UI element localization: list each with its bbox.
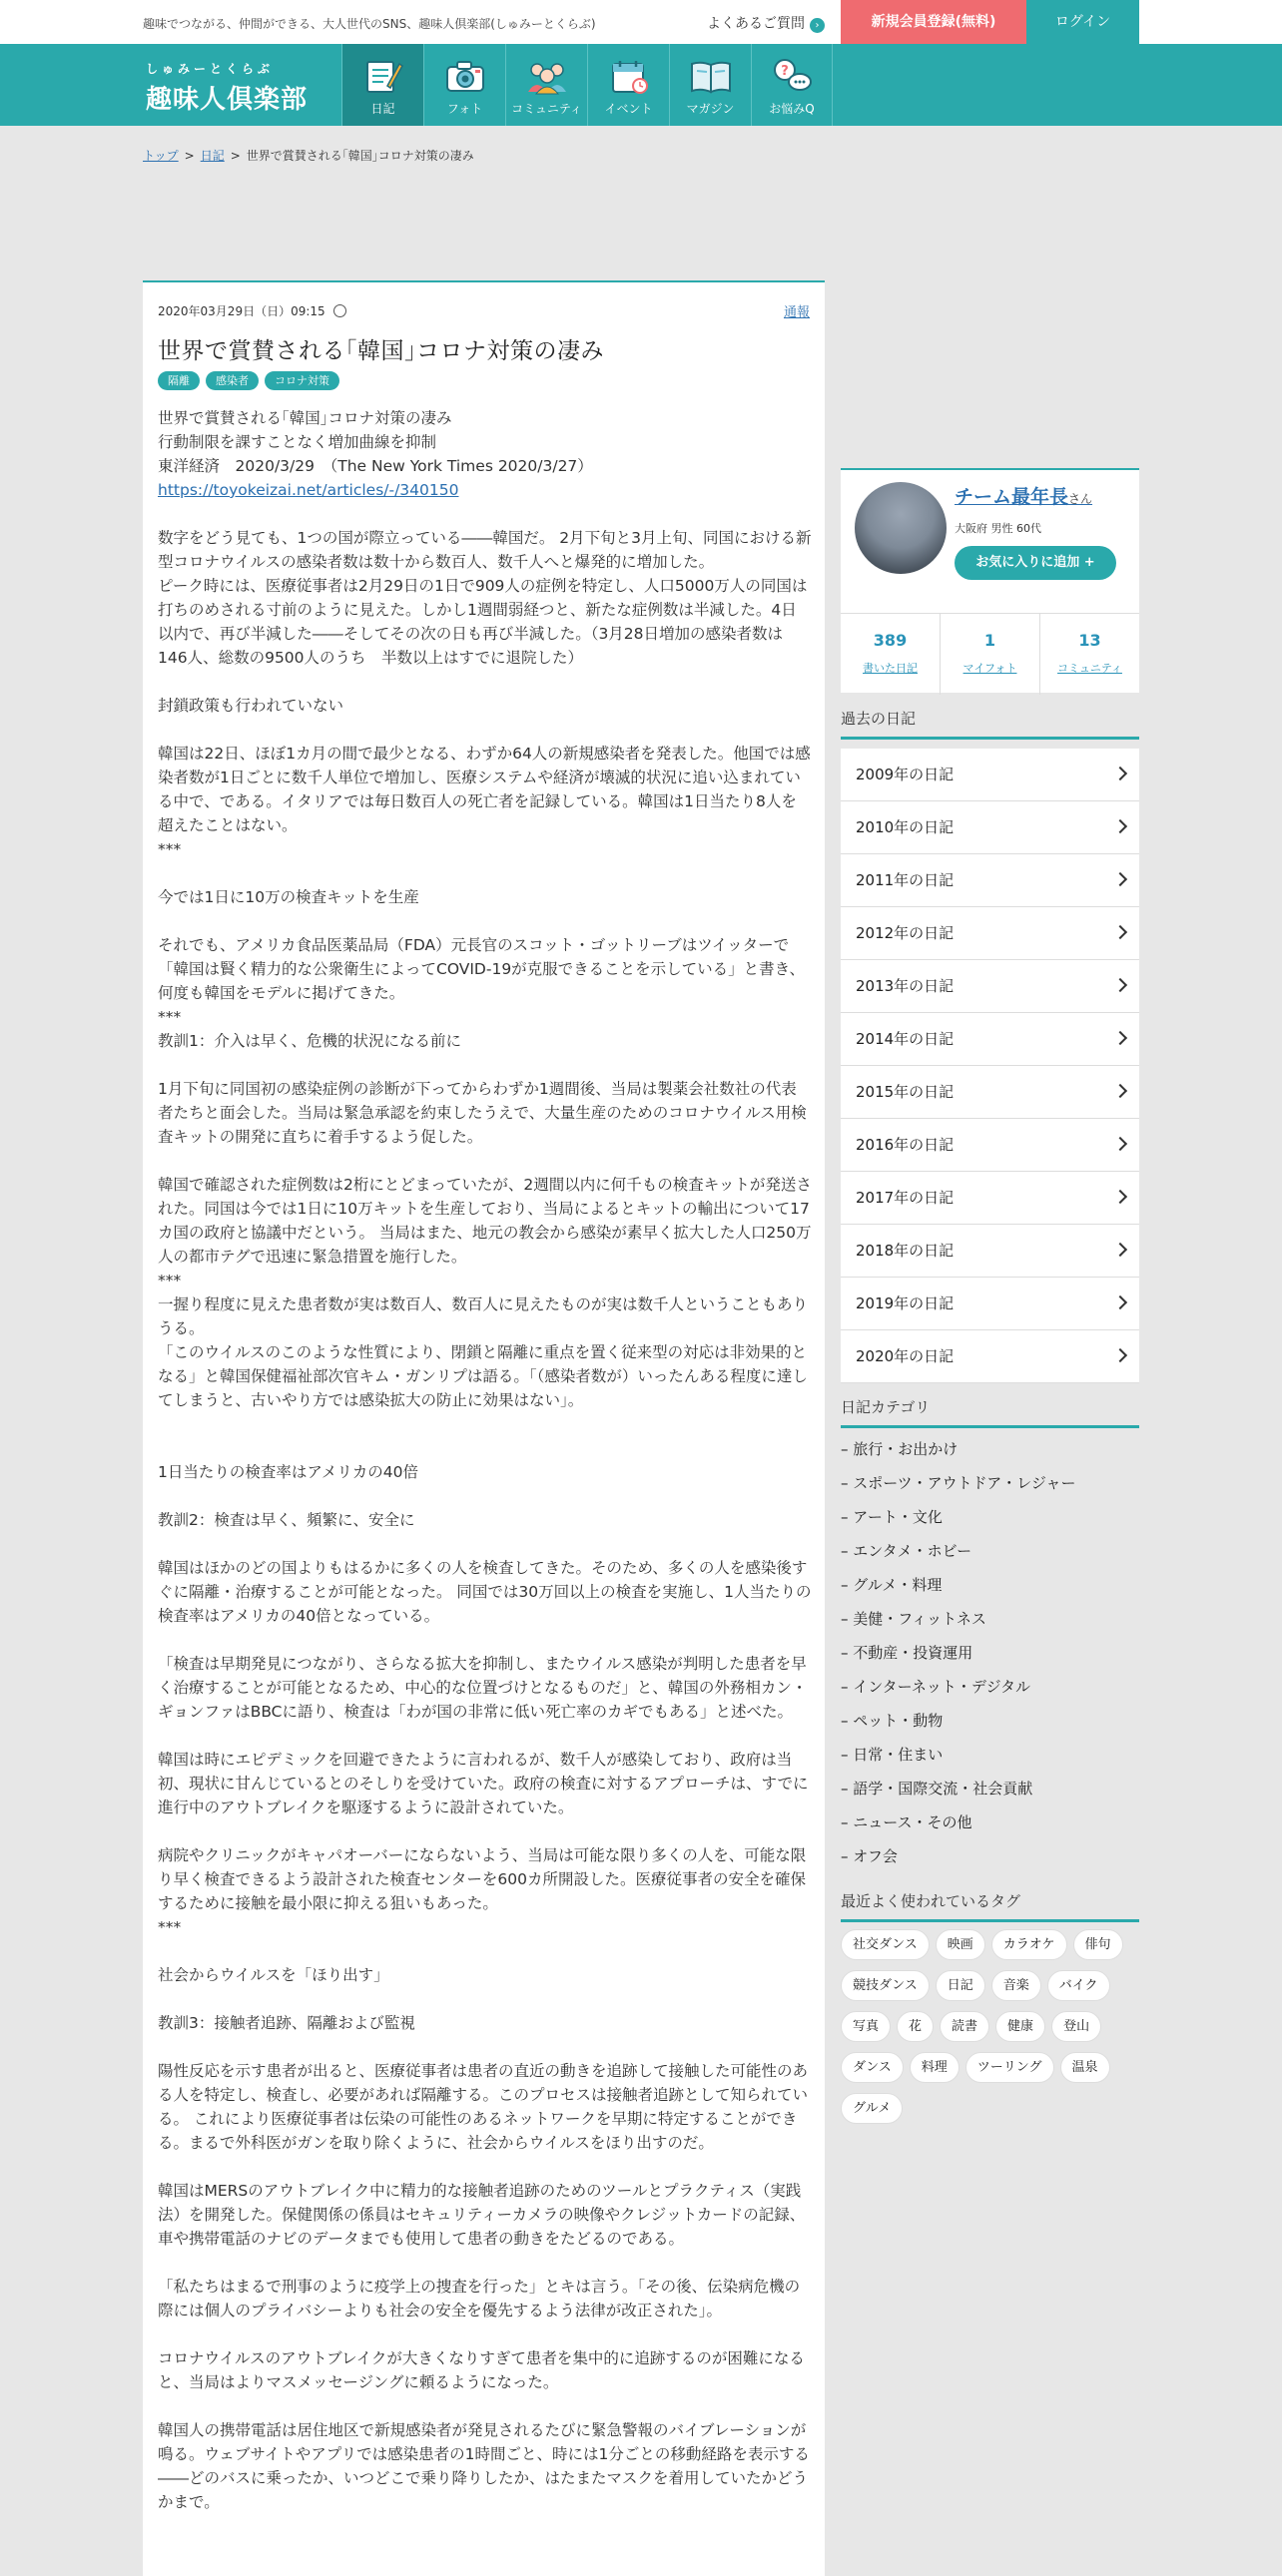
article-paragraph: [158, 1532, 812, 1556]
breadcrumb-home-link[interactable]: トップ: [143, 149, 179, 163]
nav-label-photo: フォト: [446, 102, 483, 116]
category-item[interactable]: [841, 1602, 1139, 1636]
breadcrumb-current: 世界で賞賛される｢韓国｣コロナ対策の凄み: [246, 149, 474, 163]
category-label[interactable]: アート・文化: [853, 1508, 943, 1526]
article-paragraph: 病院やクリニックがキャパオーバーにならないよう、当局は可能な限り多くの人を、可能な限り早く検査できるよう設計された検査センターを600カ所開設した。医療従事者の安全を確保するために接触を最小限に抑える狙いもあった。: [158, 1846, 807, 1912]
category-dash: –: [841, 1610, 854, 1628]
category-list: [841, 1432, 1139, 1873]
category-dash: –: [841, 1746, 854, 1764]
tag-chip[interactable]: 競技ダンス: [841, 1970, 930, 2001]
register-button[interactable]: 新規会員登録(無料): [841, 0, 1026, 44]
article-intro-line: 行動制限を課すことなく増加曲線を抑制: [158, 433, 437, 451]
tag-chip[interactable]: グルメ: [841, 2093, 903, 2124]
article-paragraph: 「このウイルスのこのような性質により、閉鎖と隔離に重点を置く従来型の対応は非効果的となる」と韓国保健福祉部次官キム・ガンリプは語る。「（感染者数が）いったんある程度に達してしまうと、古いやり方では感染拡大の防止に効果はない」。: [158, 1343, 808, 1409]
chevron-right-icon: [1113, 872, 1127, 886]
diary-icon: [361, 56, 405, 96]
tag-chip[interactable]: カラオケ: [991, 1929, 1067, 1960]
past-diary-item[interactable]: [841, 1330, 1139, 1383]
tag-chip[interactable]: 音楽: [991, 1970, 1041, 2001]
article-paragraph: [158, 861, 812, 885]
chevron-right-icon: [1113, 1243, 1127, 1257]
past-diary-item[interactable]: [841, 749, 1139, 801]
breadcrumb-separator: >: [230, 149, 241, 163]
article-paragraph: 韓国はMERSのアウトブレイク中に精力的な接触者追跡のためのツールとプラクティス（実践法）を開発した。保健関係の係員はセキュリティーカメラの映像やクレジットカードの記録、車や携帯電話のナビのデータまでも使用して患者の動きをたどるのである。: [158, 2182, 806, 2248]
category-item[interactable]: [841, 1738, 1139, 1772]
tag-chip[interactable]: 日記: [936, 1970, 985, 2001]
nav-label-question: お悩みQ: [769, 102, 815, 116]
past-diary-label: 2016年の日記: [856, 1136, 955, 1154]
past-diary-label: 2014年の日記: [856, 1030, 955, 1048]
chevron-right-icon: [1113, 1295, 1127, 1309]
article-paragraph: [158, 1149, 812, 1173]
article-paragraph: [158, 1412, 812, 1436]
article-paragraph: ***: [158, 1272, 182, 1289]
site-tagline: 趣味でつながる、仲間ができる、大人世代のSNS、趣味人倶楽部(しゅみーとくらぶ): [143, 17, 596, 31]
stat-communities[interactable]: [1040, 614, 1139, 695]
chevron-right-icon: [1113, 1348, 1127, 1362]
article-paragraphs: [158, 502, 812, 2514]
faq-label[interactable]: よくあるご質問: [707, 16, 805, 32]
category-dash: –: [841, 1780, 854, 1798]
category-dash: –: [841, 1712, 854, 1730]
article-paragraph: 韓国は22日、ほぼ1カ月の間で最少となる、わずか64人の新規感染者を発表した。他国では感染者数が1日ごとに数千人単位で増加し、医療システムや経済が壊滅的状況に追い込まれている中で、である。イタリアでは毎日数百人の死亡者を記録している。韓国は1日当たり8人を超えたことはない。: [158, 745, 811, 834]
article-paragraph: 今では1日に10万の検査キットを生産: [158, 888, 419, 906]
chevron-right-icon: [1113, 1084, 1127, 1098]
post-date: [158, 302, 346, 319]
stat-label[interactable]: 書いた日記: [863, 662, 918, 675]
breadcrumb-separator: >: [184, 149, 195, 163]
breadcrumb-diary-link[interactable]: 日記: [200, 149, 225, 163]
category-item[interactable]: [841, 1670, 1139, 1704]
report-link[interactable]: 通報: [783, 305, 810, 320]
stat-number: 13: [1078, 631, 1101, 650]
article-paragraph: 封鎖政策も行われていない: [158, 697, 344, 715]
categories-heading: 日記カテゴリ: [841, 1396, 1139, 1428]
article-paragraph: [158, 909, 812, 933]
category-label[interactable]: インターネット・デジタル: [853, 1678, 1031, 1696]
article-body: [158, 406, 812, 2514]
article-paragraph: 教訓3：接触者追跡、隔離および監視: [158, 2014, 415, 2032]
category-item[interactable]: [841, 1568, 1139, 1602]
article-paragraph: [158, 1484, 812, 1508]
tag-chip[interactable]: 写真: [841, 2011, 891, 2042]
past-diary-label: 2018年の日記: [856, 1242, 955, 1260]
diary-article: [143, 280, 825, 2576]
magazine-icon: [689, 56, 733, 96]
category-dash: –: [841, 1576, 854, 1594]
article-paragraph: [158, 502, 812, 526]
arrow-right-icon: ›: [810, 18, 825, 33]
article-paragraph: 韓国人の携帯電話は居住地区で新規感染者が発見されるたびに緊急警報のバイブレーションが鳴る。ウェブサイトやアプリでは感染患者の1時間ごと、時には1分ごとの移動経路を表示する――どのバスに乗ったか、いつどこで乗り降りしたか、はたまたマスクを着用していたかどうかまで。: [158, 2421, 810, 2511]
category-label[interactable]: 美健・フィットネス: [853, 1610, 986, 1628]
past-diary-label: 2010年の日記: [856, 818, 955, 836]
category-label[interactable]: グルメ・料理: [853, 1576, 943, 1594]
past-diary-item[interactable]: [841, 960, 1139, 1013]
past-diary-item[interactable]: [841, 1278, 1139, 1330]
article-paragraph: [158, 1436, 812, 1460]
site-header: [0, 44, 1282, 126]
past-diary-label: 2013年の日記: [856, 977, 955, 995]
add-favorite-button[interactable]: お気に入りに追加 +: [955, 546, 1116, 580]
stat-diaries[interactable]: [841, 614, 941, 695]
faq-link[interactable]: [707, 13, 825, 33]
nav-item-diary[interactable]: [341, 44, 423, 126]
breadcrumb: [143, 147, 474, 164]
logo-ruby: しゅみーとくらぶ: [146, 62, 275, 76]
article-paragraph: [158, 1819, 812, 1843]
nav-label-event: イベント: [604, 102, 653, 116]
category-dash: –: [841, 1542, 854, 1560]
chevron-right-icon: [1113, 925, 1127, 939]
tag-chip[interactable]: 俳句: [1073, 1929, 1123, 1960]
article-paragraph: 「検査は早期発見につながり、さらなる拡大を抑制し、またウイルス感染が判明した患者を早く治療することが可能となるため、中心的な位置づけとなるものだ」と、韓国の外務相カン・ギョンファはBBCに語り、検査は「わが国の非常に低い死亡率のカギでもある」と述べた。: [158, 1655, 808, 1721]
article-paragraph: 陽性反応を示す患者が出ると、医療従事者は患者の直近の動きを追跡して接触した可能性のある人を特定し、検査し、必要があれば隔離する。このプロセスは接触者追跡として知られている。 これにより医療従事者は伝染の可能性のあるネットワークを早期に特定することができる。まるで外科医がガンを取り除くように、社会からウイルスをほり出すのだ。: [158, 2062, 809, 2152]
question-icon: [770, 56, 814, 96]
profile-honorific: さん: [1068, 492, 1093, 506]
tag-chip[interactable]: 読書: [940, 2011, 989, 2042]
tag-chip[interactable]: ツーリング: [965, 2052, 1054, 2083]
chevron-right-icon: [1113, 819, 1127, 833]
past-diary-item[interactable]: [841, 1119, 1139, 1172]
popular-tags-heading: 最近よく使われているタグ: [841, 1890, 1139, 1922]
profile-name[interactable]: [955, 482, 1092, 509]
category-label[interactable]: スポーツ・アウトドア・レジャー: [853, 1474, 1076, 1492]
category-item[interactable]: [841, 1534, 1139, 1568]
profile-stats: [841, 613, 1139, 695]
past-diary-item[interactable]: [841, 801, 1139, 854]
category-dash: –: [841, 1847, 854, 1865]
article-paragraph: 韓国はほかのどの国よりもはるかに多くの人を検査してきた。そのため、多くの人を感染後すぐに隔離・治療することが可能となった。 同国では30万回以上の検査を実施し、1人当たりの検査率はアメリカの40倍となっている。: [158, 1559, 812, 1625]
category-label[interactable]: エンタメ・ホビー: [853, 1542, 972, 1560]
site-logo[interactable]: [146, 60, 308, 116]
article-paragraph: 一握り程度に見えた患者数が実は数百人、数百人に見えたものが実は数千人ということもありうる。: [158, 1295, 809, 1337]
sidebar: [841, 468, 1139, 2116]
article-paragraph: 教訓1：介入は早く、危機的状況になる前に: [158, 1032, 462, 1050]
article-paragraph: [158, 1987, 812, 2011]
stat-photos[interactable]: [941, 614, 1040, 695]
category-dash: –: [841, 1813, 854, 1831]
category-dash: –: [841, 1508, 854, 1526]
avatar[interactable]: [855, 482, 947, 574]
category-dash: –: [841, 1644, 854, 1662]
post-date-text: 2020年03月29日（日）09:15: [158, 304, 325, 318]
category-label[interactable]: ニュース・その他: [853, 1813, 972, 1831]
past-diary-item[interactable]: [841, 1066, 1139, 1119]
past-diaries-heading: 過去の日記: [841, 708, 1139, 740]
article-tag[interactable]: 隔離: [158, 371, 200, 390]
category-item[interactable]: [841, 1839, 1139, 1873]
article-intro-line: 世界で賞賛される｢韓国｣コロナ対策の凄み: [158, 409, 452, 427]
article-paragraph: それでも、アメリカ食品医薬品局（FDA）元長官のスコット・ゴットリーブはツイッターで「韓国は賢く精力的な公衆衛生によってCOVID-19が克服できることを示している」と書き、何度も韓国をモデルに掲げてきた。: [158, 936, 806, 1002]
login-button[interactable]: ログイン: [1026, 0, 1139, 44]
article-paragraph: 数字をどう見ても、1つの国が際立っている――韓国だ。 2月下旬と3月上旬、同国における新型コロナウイルスの感染者数は数十から数百人、数千人へと爆発的に増加した。: [158, 529, 812, 571]
article-paragraph: 1月下旬に同国初の感染症例の診断が下ってからわずか1週間後、当局は製薬会社数社の代表者たちと面会した。当局は緊急承認を約束したうえで、大量生産のためのコロナウイルス用検査キットの開発に直ちに着手するよう促した。: [158, 1080, 807, 1146]
past-diary-item[interactable]: [841, 907, 1139, 960]
past-diary-item[interactable]: [841, 1172, 1139, 1225]
article-title: 世界で賞賛される｢韓国｣コロナ対策の凄み: [158, 338, 604, 364]
category-label[interactable]: 旅行・お出かけ: [853, 1440, 959, 1458]
article-paragraph: 社会からウイルスを「ほり出す」: [158, 1966, 389, 1984]
past-diary-label: 2019年の日記: [856, 1294, 955, 1312]
public-globe-icon: [333, 304, 346, 317]
nav-item-photo[interactable]: [423, 44, 505, 126]
chevron-right-icon: [1113, 1031, 1127, 1045]
article-tag[interactable]: コロナ対策: [265, 371, 339, 390]
nav-label-magazine: マガジン: [686, 102, 735, 116]
article-paragraph: [158, 670, 812, 694]
camera-icon: [443, 56, 487, 96]
category-label[interactable]: 語学・国際交流・社会貢献: [853, 1780, 1033, 1798]
nav-item-community[interactable]: [505, 44, 587, 126]
chevron-right-icon: [1113, 1190, 1127, 1204]
logo-name: 趣味人倶楽部: [146, 85, 309, 115]
past-diary-label: 2020年の日記: [856, 1347, 955, 1365]
nav-label-diary: 日記: [370, 102, 395, 116]
article-paragraph: ***: [158, 1008, 182, 1026]
profile-name-text[interactable]: チーム最年長: [955, 486, 1069, 508]
stat-label[interactable]: マイフォト: [962, 662, 1017, 675]
nav-item-event[interactable]: [587, 44, 669, 126]
article-paragraph: 1日当たりの検査率はアメリカの40倍: [158, 1463, 419, 1481]
past-diary-item[interactable]: [841, 1013, 1139, 1066]
main-nav: [341, 44, 833, 126]
category-dash: –: [841, 1474, 854, 1492]
profile-card: [841, 468, 1139, 693]
tag-chip[interactable]: ダンス: [841, 2052, 904, 2083]
tag-cloud: [841, 1929, 1139, 2124]
top-bar: [0, 0, 1282, 44]
category-item[interactable]: [841, 1636, 1139, 1670]
article-paragraph: [158, 2251, 812, 2275]
article-paragraph: 教訓2：検査は早く、頻繁に、安全に: [158, 1511, 415, 1529]
article-paragraph: [158, 2322, 812, 2346]
category-dash: –: [841, 1440, 854, 1458]
article-intro-line: 東洋経済 2020/3/29 （The New York Times 2020/3/27）: [158, 457, 593, 475]
article-paragraph: [158, 718, 812, 742]
category-item[interactable]: [841, 1500, 1139, 1534]
past-diary-label: 2009年の日記: [856, 766, 955, 783]
stat-number: 1: [983, 631, 996, 650]
category-item[interactable]: [841, 1466, 1139, 1500]
community-icon: [525, 56, 569, 96]
article-tags: [158, 371, 339, 390]
article-paragraph: ***: [158, 1918, 182, 1936]
nav-item-question[interactable]: [751, 44, 833, 126]
article-paragraph: [158, 2155, 812, 2179]
tag-chip[interactable]: 社交ダンス: [841, 1929, 930, 1960]
profile-meta: 大阪府 男性 60代: [955, 522, 1041, 535]
past-diary-item[interactable]: [841, 1225, 1139, 1278]
article-tag[interactable]: 感染者: [206, 371, 259, 390]
chevron-right-icon: [1113, 1137, 1127, 1151]
past-diary-label: 2015年の日記: [856, 1083, 955, 1101]
chevron-right-icon: [1113, 767, 1127, 780]
article-paragraph: [158, 2394, 812, 2418]
category-item[interactable]: [841, 1704, 1139, 1738]
article-paragraph: 韓国は時にエピデミックを回避できたように言われるが、数千人が感染しており、政府は当初、現状に甘んじているとのそしりを受けていた。政府の検査に対するアプローチは、すでに進行中のアウトブレイクを駆逐するように設計されていた。: [158, 1751, 809, 1816]
article-paragraph: 韓国で確認された症例数は2桁にとどまっていたが、2週間以内に何千もの検査キットが発送された。同国は今では1日に10万キットを生産しており、当局によるとキットの輸出について17カ国の政府と協議中だという。 当局はまた、地元の教会から感染が素早く拡大した人口250万人の都市テグで迅速に緊急措置を施行した。: [158, 1176, 812, 1266]
tag-chip[interactable]: 健康: [995, 2011, 1045, 2042]
calendar-icon: [607, 56, 651, 96]
tag-chip[interactable]: バイク: [1047, 1970, 1110, 2001]
nav-item-magazine[interactable]: [669, 44, 751, 126]
article-paragraph: ピーク時には、医療従事者は2月29日の1日で909人の症例を特定し、人口5000万人の同国は打ちのめされる寸前のように見えた。しかし1週間弱経つと、新たな症例数は半減した。4日以内で、再び半減した――そしてその次の日も再び半減した。（3月28日増加の感染者数は146人、総数の9500人のうち 半数以上はすでに退院した）: [158, 577, 808, 667]
nav-label-community: コミュニティ: [511, 102, 582, 116]
category-label[interactable]: 不動産・投資運用: [853, 1644, 973, 1662]
article-paragraph: [158, 1939, 812, 1963]
category-label[interactable]: 日常・住まい: [853, 1746, 944, 1764]
article-paragraph: [158, 2035, 812, 2059]
category-item[interactable]: [841, 1772, 1139, 1805]
article-paragraph: ***: [158, 840, 182, 858]
category-label[interactable]: オフ会: [853, 1847, 898, 1865]
past-diaries-list: [841, 749, 1139, 1383]
tag-chip[interactable]: 温泉: [1060, 2052, 1110, 2083]
chevron-right-icon: [1113, 978, 1127, 992]
article-paragraph: 「私たちはまるで刑事のように疫学上の捜査を行った」とキは言う。「その後、伝染病危機の際には個人のプライバシーよりも社会の安全を優先するよう法律が改正された」。: [158, 2278, 801, 2319]
stat-label[interactable]: コミュニティ: [1057, 662, 1122, 675]
tag-chip[interactable]: 映画: [936, 1929, 985, 1960]
category-item[interactable]: [841, 1432, 1139, 1466]
past-diary-label: 2012年の日記: [856, 924, 955, 942]
tag-chip[interactable]: 花: [897, 2011, 934, 2042]
category-item[interactable]: [841, 1805, 1139, 1839]
category-label[interactable]: ペット・動物: [853, 1712, 944, 1730]
tag-chip[interactable]: 登山: [1051, 2011, 1101, 2042]
past-diary-label: 2011年の日記: [856, 871, 955, 889]
stat-number: 389: [873, 631, 908, 650]
article-paragraph: [158, 1628, 812, 1652]
source-link[interactable]: https://toyokeizai.net/articles/-/340150: [158, 481, 459, 499]
article-paragraph: コロナウイルスのアウトブレイクが大きくなりすぎて患者を集中的に追跡するのが困難になると、当局はよりマスメッセージングに頼るようになった。: [158, 2349, 805, 2391]
past-diary-item[interactable]: [841, 854, 1139, 907]
category-dash: –: [841, 1678, 854, 1696]
past-diary-label: 2017年の日記: [856, 1189, 955, 1207]
tag-chip[interactable]: 料理: [910, 2052, 960, 2083]
article-paragraph: [158, 1053, 812, 1077]
svg-text:?: ?: [781, 64, 789, 79]
article-paragraph: [158, 1724, 812, 1748]
